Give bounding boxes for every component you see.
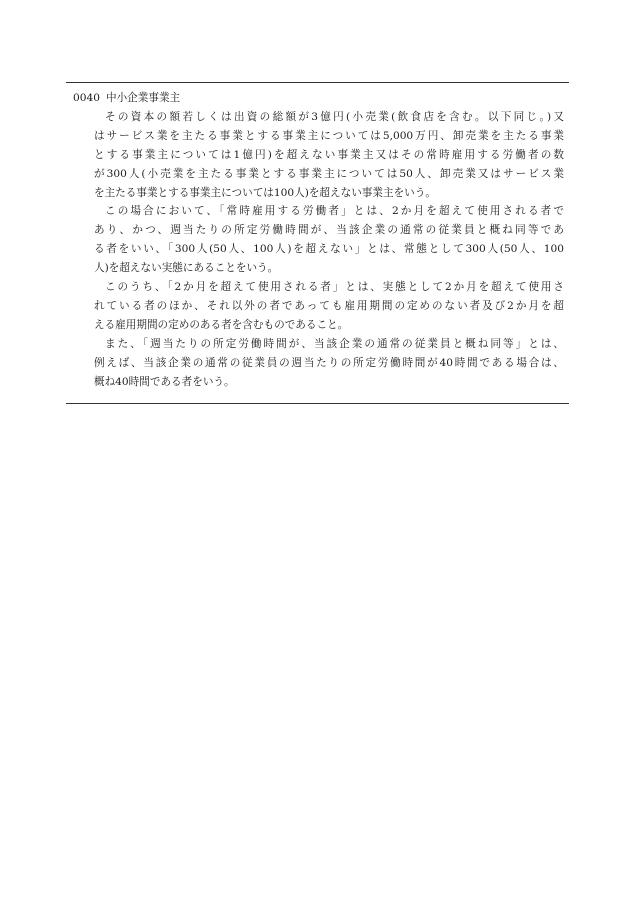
text-line: この場合において、「常時雇用する労働者」とは、2か月を超えて使用される者で (105, 205, 564, 218)
section-body (94, 108, 564, 392)
text-line: 例えば、当該企業の通常の従業員の週当たりの所定労働時間が40時間である場合は、 (94, 356, 564, 369)
section-heading (73, 89, 565, 108)
paragraph-regular-workers (94, 202, 564, 278)
text-line: れている者のほか、それ以外の者であっても雇用期間の定めのない者及び2か月を超 (94, 299, 564, 312)
section-number: 0040 (73, 92, 100, 104)
section-title: 中小企業事業主 (106, 92, 181, 104)
text-line: その資本の額若しくは出資の総額が3億円(小売業(飲食店を含む。以下同じ。)又 (105, 110, 564, 123)
text-line: あり、かつ、週当たりの所定労働時間が、当該企業の通常の従業員と概ね同等であ (94, 224, 564, 237)
text-line: このうち、「2か月を超えて使用される者」とは、実態として2か月を超えて使用さ (105, 281, 564, 294)
document-section (73, 89, 565, 392)
text-line: が300人(小売業を主たる事業とする事業主については50人、卸売業又はサービス業 (94, 167, 564, 180)
text-line: る者をいい、「300人(50人、100人)を超えない」とは、常態として300人(50人、100 (94, 243, 564, 256)
text-line: とする事業主については1億円)を超えない事業主又はその常時雇用する労働者の数 (94, 148, 564, 161)
text-line: を主たる事業とする事業主については100人)を超えない事業主をいう。 (94, 186, 436, 199)
bottom-rule (66, 403, 569, 404)
paragraph-two-months (94, 278, 564, 335)
paragraph-working-hours (94, 335, 564, 392)
text-line: また、「週当たりの所定労働時間が、当該企業の通常の従業員と概ね同等」とは、 (105, 337, 564, 350)
text-line: える雇用期間の定めのある者を含むものであること。 (94, 318, 349, 331)
text-line: 概ね40時間である者をいう。 (94, 375, 235, 388)
paragraph-definition (94, 108, 564, 203)
top-rule (66, 82, 569, 83)
text-line: 人)を超えない実態にあることをいう。 (94, 262, 279, 275)
text-line: はサービス業を主たる事業とする事業主については5,000万円、卸売業を主たる事業 (94, 129, 564, 142)
